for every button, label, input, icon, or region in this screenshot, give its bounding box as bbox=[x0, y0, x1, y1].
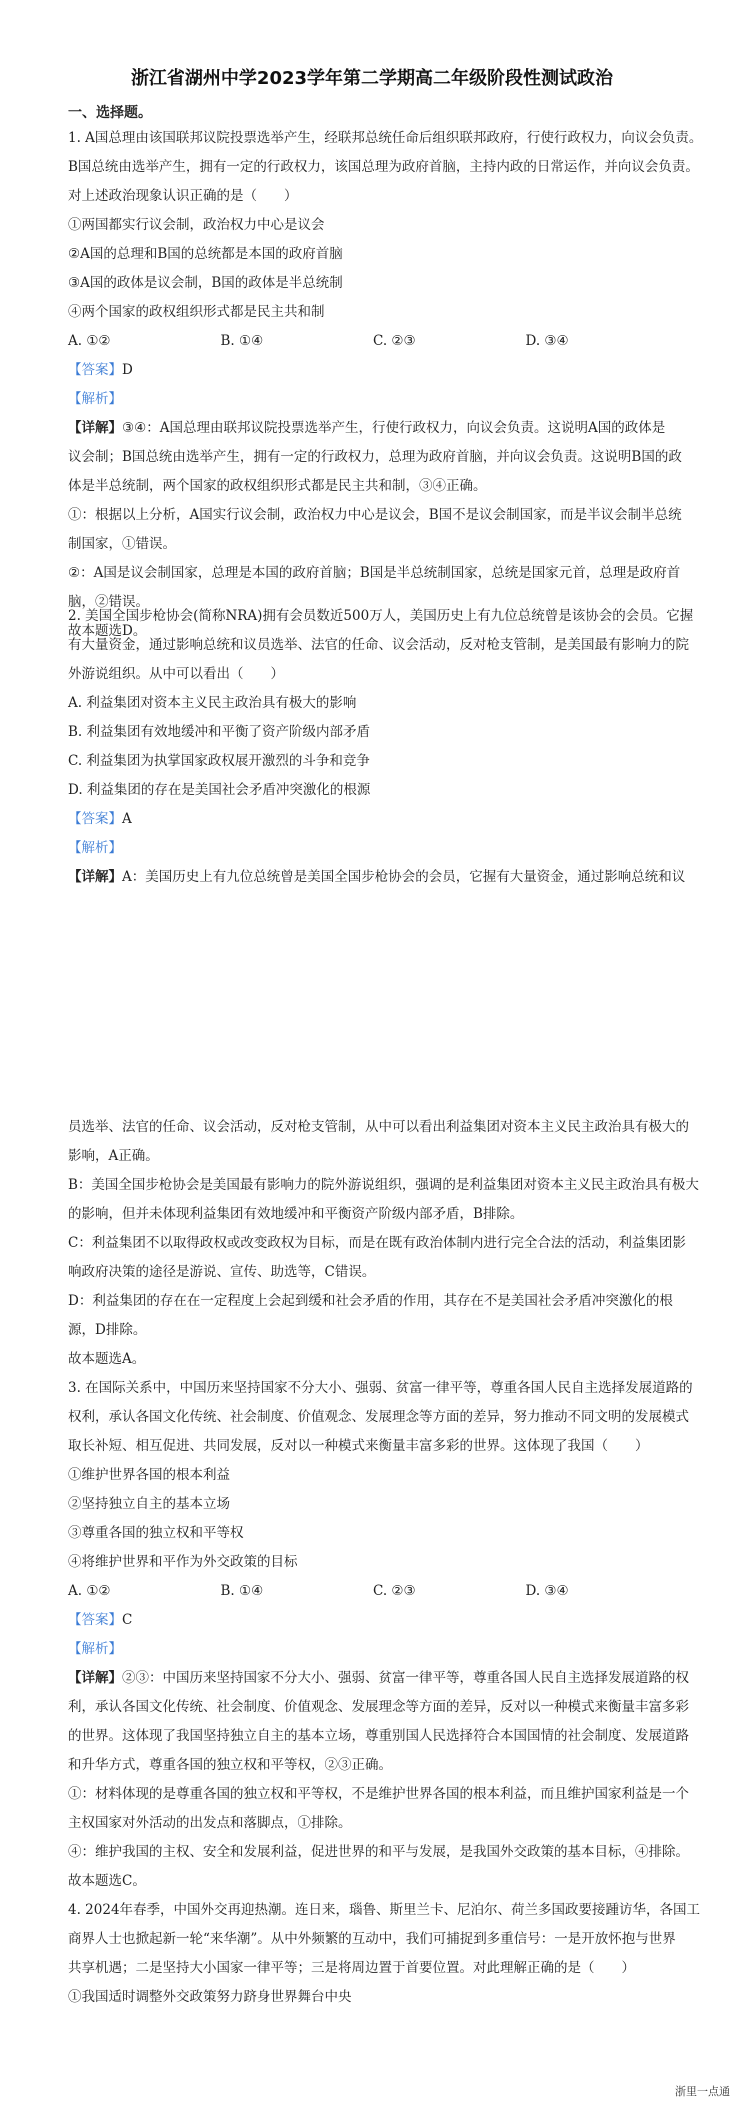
q2-stem-line: 外游说组织。从中可以看出（ ） bbox=[68, 666, 284, 682]
option-c: C. ②③ bbox=[373, 1583, 416, 1599]
detail-tag: 【详解】 bbox=[68, 420, 122, 436]
q1-item: ③A国的政体是议会制，B国的政体是半总统制 bbox=[68, 275, 343, 291]
q1-stem-line: B国总统由选举产生，拥有一定的行政权力，该国总理为政府首脑，主持内政的日常运作，并向议会负责。 bbox=[68, 159, 699, 175]
answer-value: C bbox=[122, 1612, 133, 1628]
q2-detail-line: B：美国全国步枪协会是美国最有影响力的院外游说组织，强调的是利益集团对资本主义民主政治具有极大 bbox=[68, 1177, 699, 1193]
q2-detail-line: C：利益集团不以取得政权或改变政权为目标，而是在既有政治体制内进行完全合法的活动，利益集团影 bbox=[68, 1235, 686, 1251]
question-2-continued bbox=[68, 1113, 701, 2012]
q1-options bbox=[68, 327, 678, 356]
q3-options bbox=[68, 1577, 678, 1606]
q1-item: ④两个国家的政权组织形式都是民主共和制 bbox=[68, 304, 325, 320]
answer-tag: 【答案】 bbox=[68, 362, 122, 378]
q1-detail-line: ②：A国是议会制国家，总理是本国的政府首脑；B国是半总统制国家，总统是国家元首，总理是政府首 bbox=[68, 565, 681, 581]
option-d: D. ③④ bbox=[525, 333, 569, 349]
option-d: D. ③④ bbox=[525, 1583, 569, 1599]
q2-detail-line: 响政府决策的途径是游说、宣传、助选等，C错误。 bbox=[68, 1264, 376, 1280]
option-a: A. ①② bbox=[68, 333, 111, 349]
q2-detail-line: 影响，A正确。 bbox=[68, 1148, 159, 1164]
q3-detail-line: 利，承认各国文化传统、社会制度、价值观念、发展理念等方面的差异，反对以一种模式来衡量丰富多彩 bbox=[68, 1699, 689, 1715]
q3-item: ①维护世界各国的根本利益 bbox=[68, 1467, 230, 1483]
q4-item: ①我国适时调整外交政策努力跻身世界舞台中央 bbox=[68, 1989, 352, 2005]
q2-option: D. 利益集团的存在是美国社会矛盾冲突激化的根源 bbox=[68, 782, 371, 798]
option-b: B. ①④ bbox=[220, 333, 264, 349]
analysis-tag: 【解析】 bbox=[68, 840, 122, 856]
q1-detail-line: 【详解】③④：A国总理由联邦议院投票选举产生，行使行政权力，向议会负责。这说明A国的政体是 bbox=[68, 420, 666, 436]
q1-detail-line: 故本题选D。 bbox=[68, 623, 147, 639]
q2-stem-line: 2. 美国全国步枪协会(简称NRA)拥有会员数近500万人，美国历史上有九位总统曾是该协会的会员。它握 bbox=[68, 608, 694, 624]
q2-stem-line: 有大量资金，通过影响总统和议员选举、法官的任命、议会活动，反对枪支管制，是美国最有影响力的院 bbox=[68, 637, 689, 653]
q3-stem-line: 取长补短、相互促进、共同发展，反对以一种模式来衡量丰富多彩的世界。这体现了我国（ ） bbox=[68, 1438, 649, 1454]
q3-item: ③尊重各国的独立权和平等权 bbox=[68, 1525, 244, 1541]
q3-item: ②坚持独立自主的基本立场 bbox=[68, 1496, 230, 1512]
q3-stem-line: 权利，承认各国文化传统、社会制度、价值观念、发展理念等方面的差异，努力推动不同文明的发展模式 bbox=[68, 1409, 689, 1425]
option-b: B. ①④ bbox=[220, 1583, 264, 1599]
page-title: 浙江省湖州中学2023学年第二学期高二年级阶段性测试政治 bbox=[130, 68, 614, 89]
q1-detail-line: 制国家，①错误。 bbox=[68, 536, 176, 552]
q3-detail-line: 和升华方式，尊重各国的独立权和平等权，②③正确。 bbox=[68, 1757, 392, 1773]
q4-stem-line: 商界人士也掀起新一轮“来华潮”。从中外频繁的互动中，我们可捕捉到多重信号：一是开放怀抱与世界 bbox=[68, 1931, 676, 1947]
q3-item: ④将维护世界和平作为外交政策的目标 bbox=[68, 1554, 298, 1570]
q3-detail-line: 【详解】②③：中国历来坚持国家不分大小、强弱、贫富一律平等，尊重各国人民自主选择发展道路的权 bbox=[68, 1670, 689, 1686]
q1-stem-line: 1. A国总理由该国联邦议院投票选举产生，经联邦总统任命后组织联邦政府，行使行政权力，向议会负责。 bbox=[68, 130, 703, 146]
detail-tag: 【详解】 bbox=[68, 869, 122, 885]
q3-detail-line: 的世界。这体现了我国坚持独立自主的基本立场，尊重别国人民选择符合本国国情的社会制度、发展道路 bbox=[68, 1728, 689, 1744]
q3-stem-line: 3. 在国际关系中，中国历来坚持国家不分大小、强弱、贫富一律平等，尊重各国人民自主选择发展道路的 bbox=[68, 1380, 693, 1396]
section-heading: 一、选择题。 bbox=[68, 105, 152, 121]
answer-tag: 【答案】 bbox=[68, 1612, 122, 1628]
answer-value: A bbox=[122, 811, 132, 827]
analysis-tag: 【解析】 bbox=[68, 391, 122, 407]
q3-detail-line: ①：材料体现的是尊重各国的独立权和平等权，不是维护世界各国的根本利益，而且维护国家利益是一个 bbox=[68, 1786, 689, 1802]
q2-detail-line: 的影响，但并未体现利益集团有效地缓冲和平衡资产阶级内部矛盾，B排除。 bbox=[68, 1206, 524, 1222]
q1-detail-line: 议会制；B国总统由选举产生，拥有一定的行政权力，总理为政府首脑，并向议会负责。这说明B国的政 bbox=[68, 449, 682, 465]
q2-option: C. 利益集团为执掌国家政权展开激烈的斗争和竞争 bbox=[68, 753, 370, 769]
q2-detail-line: 故本题选A。 bbox=[68, 1351, 146, 1367]
q4-stem-line: 共享机遇；二是坚持大小国家一律平等；三是将周边置于首要位置。对此理解正确的是（ ） bbox=[68, 1960, 635, 1976]
q1-stem-line: 对上述政治现象认识正确的是（ ） bbox=[68, 188, 298, 204]
q1-item: ①两国都实行议会制，政治权力中心是议会 bbox=[68, 217, 325, 233]
q1-detail-line: 体是半总统制，两个国家的政权组织形式都是民主共和制，③④正确。 bbox=[68, 478, 487, 494]
detail-tag: 【详解】 bbox=[68, 1670, 122, 1686]
question-1 bbox=[68, 124, 703, 646]
q1-detail-line: 脑，②错误。 bbox=[68, 594, 149, 610]
q2-option: A. 利益集团对资本主义民主政治具有极大的影响 bbox=[68, 695, 357, 711]
q1-detail-line: ①：根据以上分析，A国实行议会制，政治权力中心是议会，B国不是议会制国家，而是半议会制半总统 bbox=[68, 507, 682, 523]
option-c: C. ②③ bbox=[373, 333, 416, 349]
q3-detail-line: 故本题选C。 bbox=[68, 1873, 146, 1889]
answer-tag: 【答案】 bbox=[68, 811, 122, 827]
q3-answer bbox=[68, 1606, 678, 1635]
footer-watermark: 浙里一点通 bbox=[675, 2085, 730, 2098]
q3-detail-line: 主权国家对外活动的出发点和落脚点，①排除。 bbox=[68, 1815, 352, 1831]
q1-answer bbox=[68, 356, 678, 385]
q2-detail-line: 【详解】A：美国历史上有九位总统曾是美国全国步枪协会的会员，它握有大量资金，通过影响总统和议 bbox=[68, 869, 686, 885]
q2-detail-line: D：利益集团的存在在一定程度上会起到缓和社会矛盾的作用，其存在不是美国社会矛盾冲突激化的根 bbox=[68, 1293, 673, 1309]
question-2 bbox=[68, 602, 694, 892]
q2-detail-line: 员选举、法官的任命、议会活动，反对枪支管制，从中可以看出利益集团对资本主义民主政治具有极大的 bbox=[68, 1119, 689, 1135]
q4-stem-line: 4. 2024年春季，中国外交再迎热潮。连日来，瑙鲁、斯里兰卡、尼泊尔、荷兰多国政要接踵访华，各国工 bbox=[68, 1902, 701, 1918]
q2-option: B. 利益集团有效地缓冲和平衡了资产阶级内部矛盾 bbox=[68, 724, 371, 740]
analysis-tag: 【解析】 bbox=[68, 1641, 122, 1657]
q1-item: ②A国的总理和B国的总统都是本国的政府首脑 bbox=[68, 246, 343, 262]
option-a: A. ①② bbox=[68, 1583, 111, 1599]
q3-detail-line: ④：维护我国的主权、安全和发展利益，促进世界的和平与发展，是我国外交政策的基本目标，④排除。 bbox=[68, 1844, 689, 1860]
q2-detail-line: 源，D排除。 bbox=[68, 1322, 147, 1338]
q2-answer bbox=[68, 805, 678, 834]
answer-value: D bbox=[122, 362, 133, 378]
